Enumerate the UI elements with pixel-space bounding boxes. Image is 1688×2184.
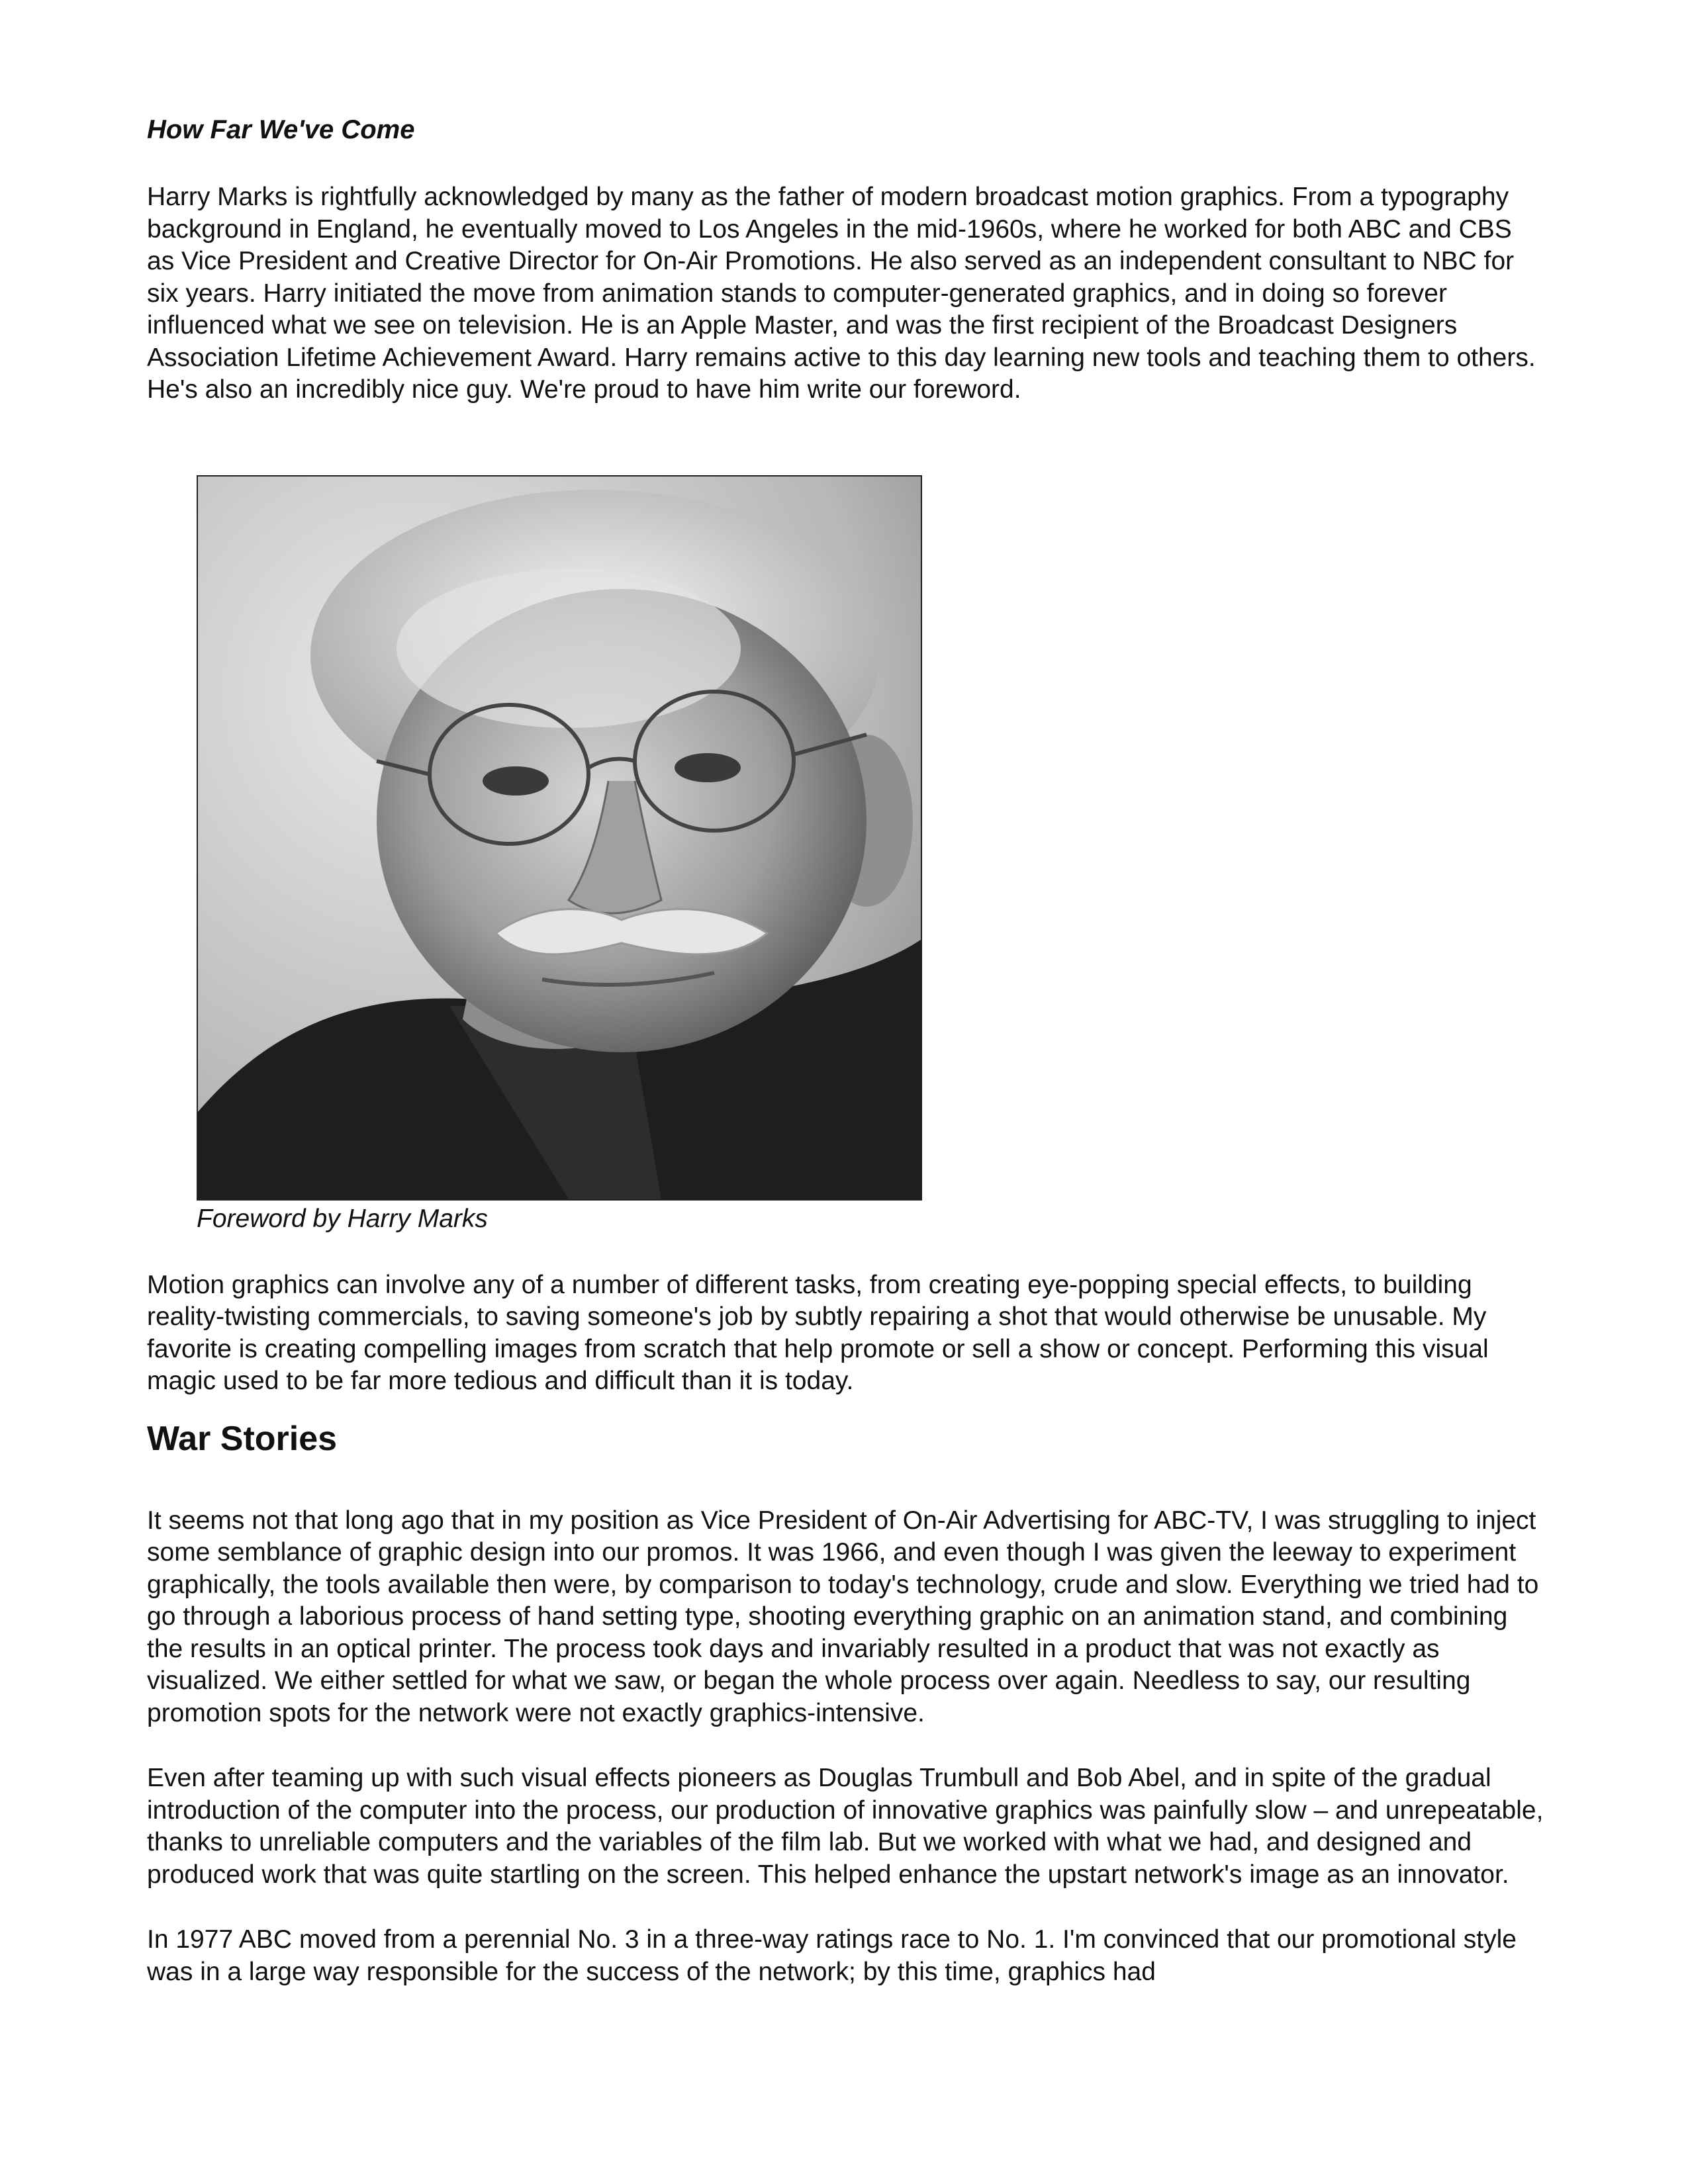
paragraph-war-stories-2: Even after teaming up with such visual effects pioneers as Douglas Trumbull and Bob Abel, and in spite of the gradual introduction of the computer into the process, our production of innovative graphics was painfully slow – and unrepeatable, thanks to unreliable computers and the variables of the film lab. But we worked with what we had, and designed and produced work that was quite startling on the screen. This helped enhance the upstart network's image as an innovator. <box>147 1764 1544 1889</box>
paragraph-motion-graphics: Motion graphics can involve any of a number of different tasks, from creating eye-popping special effects, to building reality-twisting commercials, to saving someone's job by subtly repairing a shot that would otherwise be unusable. My favorite is creating compelling images from scratch that help promote or sell a show or concept. Performing this visual magic used to be far more tedious and difficult than it is today. <box>147 1270 1489 1395</box>
paragraph-war-stories-3: In 1977 ABC moved from a perennial No. 3 in a three-way ratings race to No. 1. I'm convinced that our promotional style was in a large way responsible for the success of the network; by this time, graphics had <box>147 1925 1517 1986</box>
photo-caption: Foreword by Harry Marks <box>197 1204 488 1233</box>
document-page <box>147 114 1544 1988</box>
portrait-photo <box>197 475 922 1201</box>
section-title: How Far We've Come <box>147 115 415 144</box>
portrait-figure <box>197 475 922 1235</box>
heading-war-stories: War Stories <box>147 1419 338 1458</box>
intro-paragraph: Harry Marks is rightfully acknowledged by many as the father of modern broadcast motion graphics. From a typography background in England, he eventually moved to Los Angeles in the mid-1960s, where he worked for both ABC and CBS as Vice President and Creative Director for On-Air Promotions. He also served as an independent consultant to NBC for six years. Harry initiated the move from animation stands to computer-generated graphics, and in doing so forever influenced what we see on television. He is an Apple Master, and was the first recipient of the Broadcast Designers Association Lifetime Achievement Award. Harry remains active to this day learning new tools and teaching them to others. He's also an incredibly nice guy. We're proud to have him write our foreword. <box>147 183 1536 404</box>
paragraph-war-stories-1: It seems not that long ago that in my position as Vice President of On-Air Advertising for ABC-TV, I was struggling to inject some semblance of graphic design into our promos. It was 1966, and even though I was given the leeway to experiment graphically, the tools available then were, by comparison to today's technology, crude and slow. Everything we tried had to go through a laborious process of hand setting type, shooting everything graphic on an animation stand, and combining the results in an optical printer. The process took days and invariably resulted in a product that was not exactly as visualized. We either settled for what we saw, or began the whole process over again. Needless to say, our resulting promotion spots for the network were not exactly graphics-intensive. <box>147 1506 1539 1727</box>
